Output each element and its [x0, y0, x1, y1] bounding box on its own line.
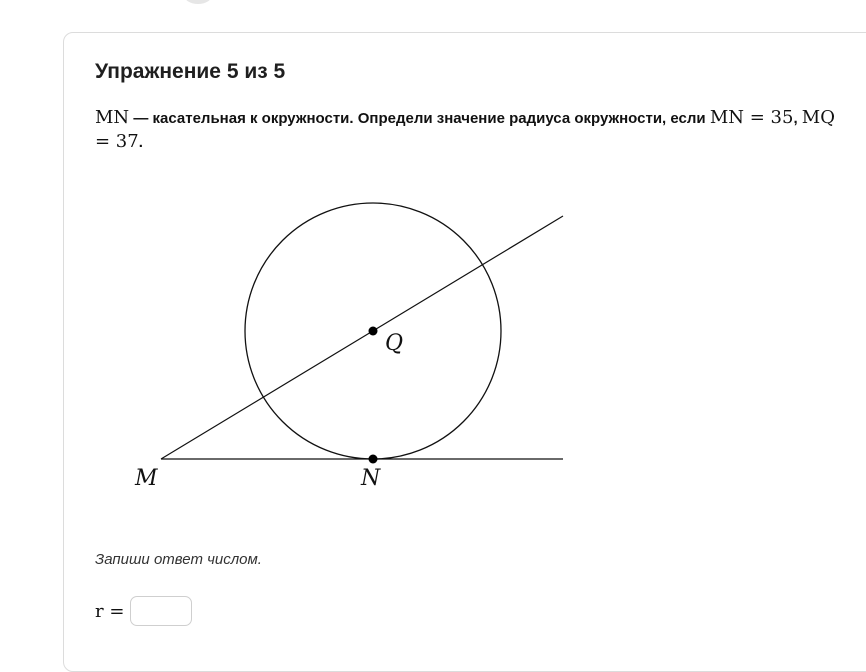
given-mn: MN = 35 — [709, 107, 794, 128]
answer-label: r = — [95, 600, 125, 622]
answer-instruction: Запиши ответ числом. — [95, 551, 262, 568]
center-point-q — [369, 327, 378, 336]
label-q: Q — [385, 331, 404, 356]
separator: , — [793, 110, 802, 127]
exercise-title: Упражнение 5 из 5 — [95, 60, 286, 83]
answer-input[interactable] — [130, 596, 192, 626]
problem-text: — касательная к окружности. Определи значение радиуса окружности, если — [129, 110, 710, 127]
tangent-segment: MN — [95, 107, 130, 128]
secant-line — [161, 216, 563, 459]
tangent-point-n — [369, 455, 378, 464]
label-n: N — [361, 466, 381, 491]
answer-row — [95, 596, 192, 626]
label-m: M — [135, 466, 158, 491]
statement-end: . — [138, 134, 143, 151]
given-mq: MQ = 37 — [95, 107, 835, 152]
